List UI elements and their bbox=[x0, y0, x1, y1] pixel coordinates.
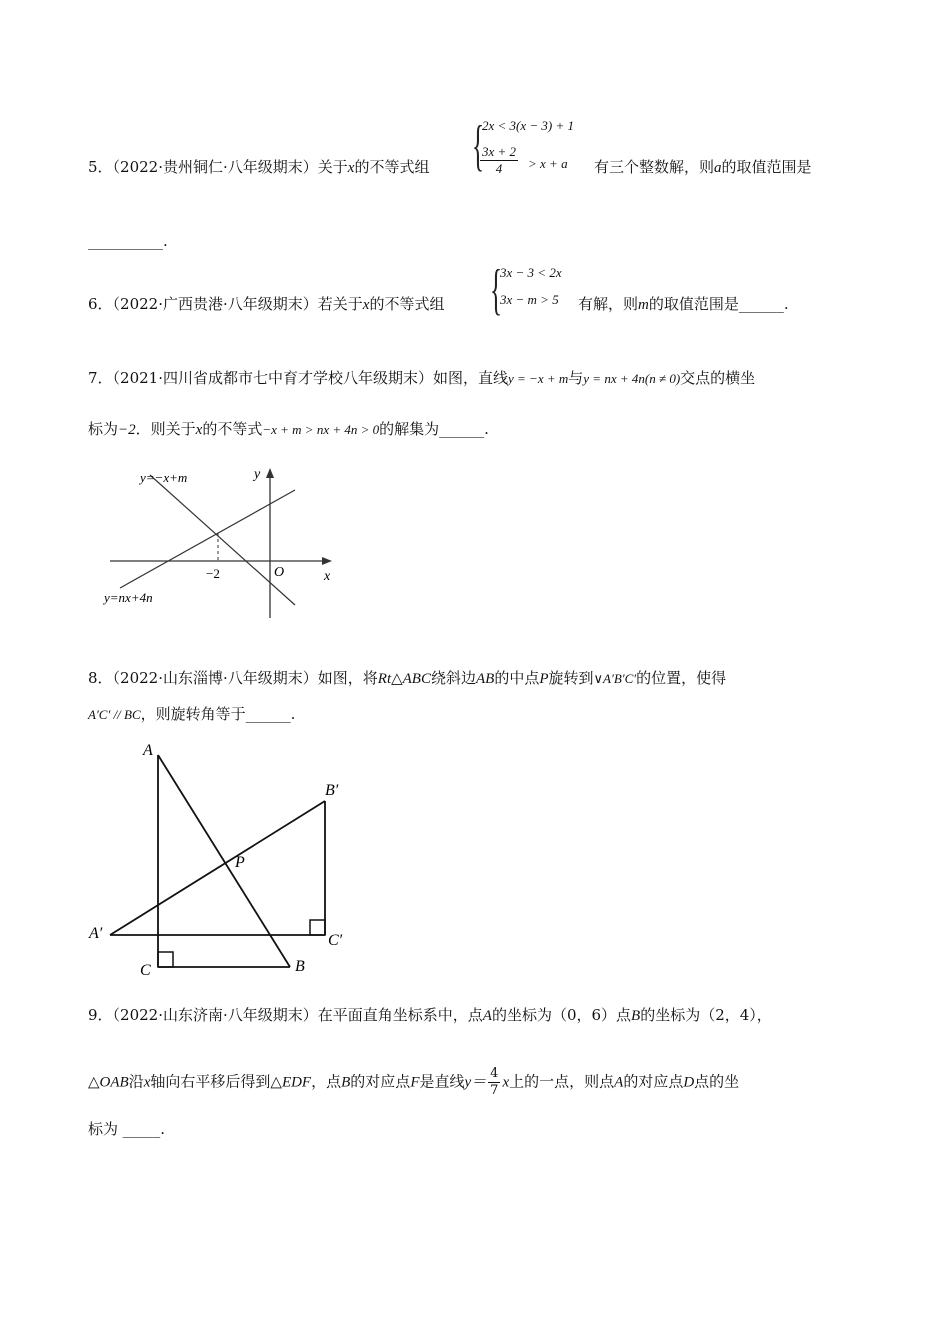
q9-line-2 bbox=[88, 1066, 739, 1099]
q8-text: 如图，将 bbox=[317, 669, 378, 687]
q9-text: 在平面直角坐标系中，点 bbox=[317, 1006, 483, 1024]
label-line1: y=−x+m bbox=[140, 470, 188, 485]
q7-value: −2 bbox=[118, 422, 136, 438]
q6-text: 有解，则 bbox=[578, 295, 639, 313]
q9-number: 9． bbox=[88, 1006, 113, 1024]
right-angle-c bbox=[158, 952, 173, 967]
q9-point: B bbox=[341, 1074, 351, 1091]
q9-fraction bbox=[488, 1066, 500, 1099]
q6-var: x bbox=[362, 297, 370, 313]
q7-equation: y = −x + m bbox=[508, 371, 569, 386]
q9-text: 的坐标为（2，4）， bbox=[640, 1006, 772, 1024]
label-b: B bbox=[295, 958, 305, 975]
q7-text: ．则关于 bbox=[135, 420, 196, 438]
brace: { bbox=[472, 115, 485, 177]
q7-inequality: −x + m > nx + 4n > 0 bbox=[262, 422, 380, 437]
q6-inequality-2: 3x − m > 5 bbox=[500, 292, 559, 307]
q8-triangle: Rt△ABC bbox=[377, 671, 431, 687]
q8-text: 绕斜边 bbox=[430, 669, 476, 687]
q6-inequality-1: 3x − 3 < 2x bbox=[500, 265, 562, 280]
label-line2: y=nx+4n bbox=[104, 590, 153, 605]
label-a: A bbox=[143, 742, 153, 759]
q9-text: 是直线 bbox=[419, 1072, 465, 1091]
q9-point: B bbox=[631, 1008, 641, 1024]
q8-text: ，则旋转角等于______. bbox=[140, 705, 296, 723]
q5-number: 5． bbox=[88, 158, 113, 176]
q8-segment: AB bbox=[476, 671, 495, 687]
q8-text: 的位置，使得 bbox=[636, 669, 727, 687]
label-c1: C′ bbox=[328, 932, 343, 949]
label-c: C bbox=[140, 962, 151, 979]
q8-line-2 bbox=[88, 703, 295, 724]
y-axis-arrow bbox=[266, 468, 274, 478]
q9-triangle: △EDF bbox=[270, 1074, 312, 1091]
q7-number: 7． bbox=[88, 369, 113, 387]
q9-point: F bbox=[410, 1074, 420, 1091]
q5-var: x bbox=[347, 160, 355, 176]
q8-parallel: A′C′ // BC bbox=[88, 707, 141, 722]
q9-point: A bbox=[482, 1008, 492, 1024]
q8-source: （2022·山东淄博·八年级期末） bbox=[112, 669, 318, 687]
q5-blank: __________. bbox=[88, 232, 168, 250]
q5-inequality-1: 2x < 3(x − 3) + 1 bbox=[482, 118, 575, 133]
q9-text: ，点 bbox=[311, 1072, 342, 1091]
q9-fraction-num: 4 bbox=[490, 1066, 499, 1081]
q5-fraction-num: 3x + 2 bbox=[482, 144, 517, 159]
q8-figure bbox=[85, 735, 355, 980]
q7-figure bbox=[100, 460, 340, 625]
q7-line-2 bbox=[88, 418, 489, 439]
q9-point: D bbox=[683, 1074, 695, 1091]
q5-var: a bbox=[714, 160, 722, 176]
x-axis-arrow bbox=[322, 557, 332, 565]
label-a1: A′ bbox=[89, 925, 103, 942]
q9-point: A bbox=[614, 1074, 624, 1091]
q7-text: 与 bbox=[568, 369, 584, 387]
q9-text: 上的一点，则点 bbox=[509, 1072, 615, 1091]
q9-source: （2022·山东济南·八年级期末） bbox=[112, 1006, 318, 1024]
q9-line-3: 标为 _____. bbox=[88, 1120, 166, 1138]
q9-triangle: △OAB bbox=[88, 1074, 129, 1091]
q6-text: 的不等式组 bbox=[369, 295, 445, 313]
q7-text: 如图，直线 bbox=[433, 369, 509, 387]
q6-var: m bbox=[638, 297, 649, 313]
q9-var: x bbox=[143, 1074, 151, 1091]
q9-text: 的坐标为（0，6）点 bbox=[491, 1006, 632, 1024]
q8-point: P bbox=[539, 671, 549, 687]
q7-text: 的不等式 bbox=[202, 420, 263, 438]
q6-number: 6． bbox=[88, 295, 113, 313]
q9-fraction-den: 7 bbox=[490, 1083, 499, 1098]
label-b1: B′ bbox=[325, 782, 339, 799]
q8-text: 旋转到 bbox=[548, 669, 594, 687]
line-y-neg-x-m bbox=[150, 475, 295, 605]
q5-line-end bbox=[594, 156, 812, 177]
q7-source: （2021·四川省成都市七中育才学校八年级期末） bbox=[112, 369, 433, 387]
brace: { bbox=[490, 259, 503, 321]
q9-text: 沿 bbox=[128, 1072, 144, 1091]
q5-source: （2022·贵州铜仁·八年级期末） bbox=[112, 158, 318, 176]
q5-text: 的取值范围是 bbox=[721, 158, 812, 176]
q9-equation: y＝ bbox=[464, 1074, 487, 1091]
q7-var: x bbox=[195, 422, 203, 438]
q5-text: 的不等式组 bbox=[354, 158, 430, 176]
q6-line bbox=[88, 293, 444, 314]
q7-equation: y = nx + 4n(n ≠ 0) bbox=[583, 371, 681, 386]
q5-text: 有三个整数解，则 bbox=[594, 158, 715, 176]
q5-text: 关于 bbox=[317, 158, 348, 176]
label-p: P bbox=[235, 854, 245, 871]
label-o: O bbox=[274, 565, 285, 580]
q7-line-1 bbox=[88, 367, 755, 388]
q8-number: 8． bbox=[88, 669, 113, 687]
q8-text: 的中点 bbox=[494, 669, 540, 687]
q8-line-1 bbox=[88, 667, 726, 688]
q6-source: （2022·广西贵港·八年级期末） bbox=[112, 295, 318, 313]
segment-a1b1 bbox=[110, 801, 325, 935]
q9-text: 点的坐 bbox=[694, 1072, 740, 1091]
q7-text: 的解集为______. bbox=[379, 420, 489, 438]
q5-fraction-den: 4 bbox=[495, 161, 503, 176]
q9-text: 轴向右平移后得到 bbox=[150, 1072, 271, 1091]
q6-line-end bbox=[578, 293, 789, 314]
q9-text: 的对应点 bbox=[623, 1072, 684, 1091]
q8-triangle: ∨A′B′C′ bbox=[593, 671, 637, 686]
q9-var: x bbox=[502, 1074, 510, 1091]
q9-text: 的对应点 bbox=[350, 1072, 411, 1091]
q7-text: 交点的横坐 bbox=[680, 369, 756, 387]
q7-text: 标为 bbox=[88, 420, 119, 438]
label-x: x bbox=[324, 569, 331, 584]
q5-inequality-2-rhs: > x + a bbox=[528, 156, 568, 171]
q5-line bbox=[88, 156, 429, 177]
q9-line-1 bbox=[88, 1004, 772, 1025]
right-angle-c1 bbox=[310, 920, 325, 935]
q6-text: 的取值范围是______. bbox=[648, 295, 789, 313]
q5-fraction bbox=[480, 144, 518, 177]
label-neg2: −2 bbox=[206, 566, 220, 581]
label-y: y bbox=[254, 467, 261, 482]
q6-text: 若关于 bbox=[317, 295, 363, 313]
